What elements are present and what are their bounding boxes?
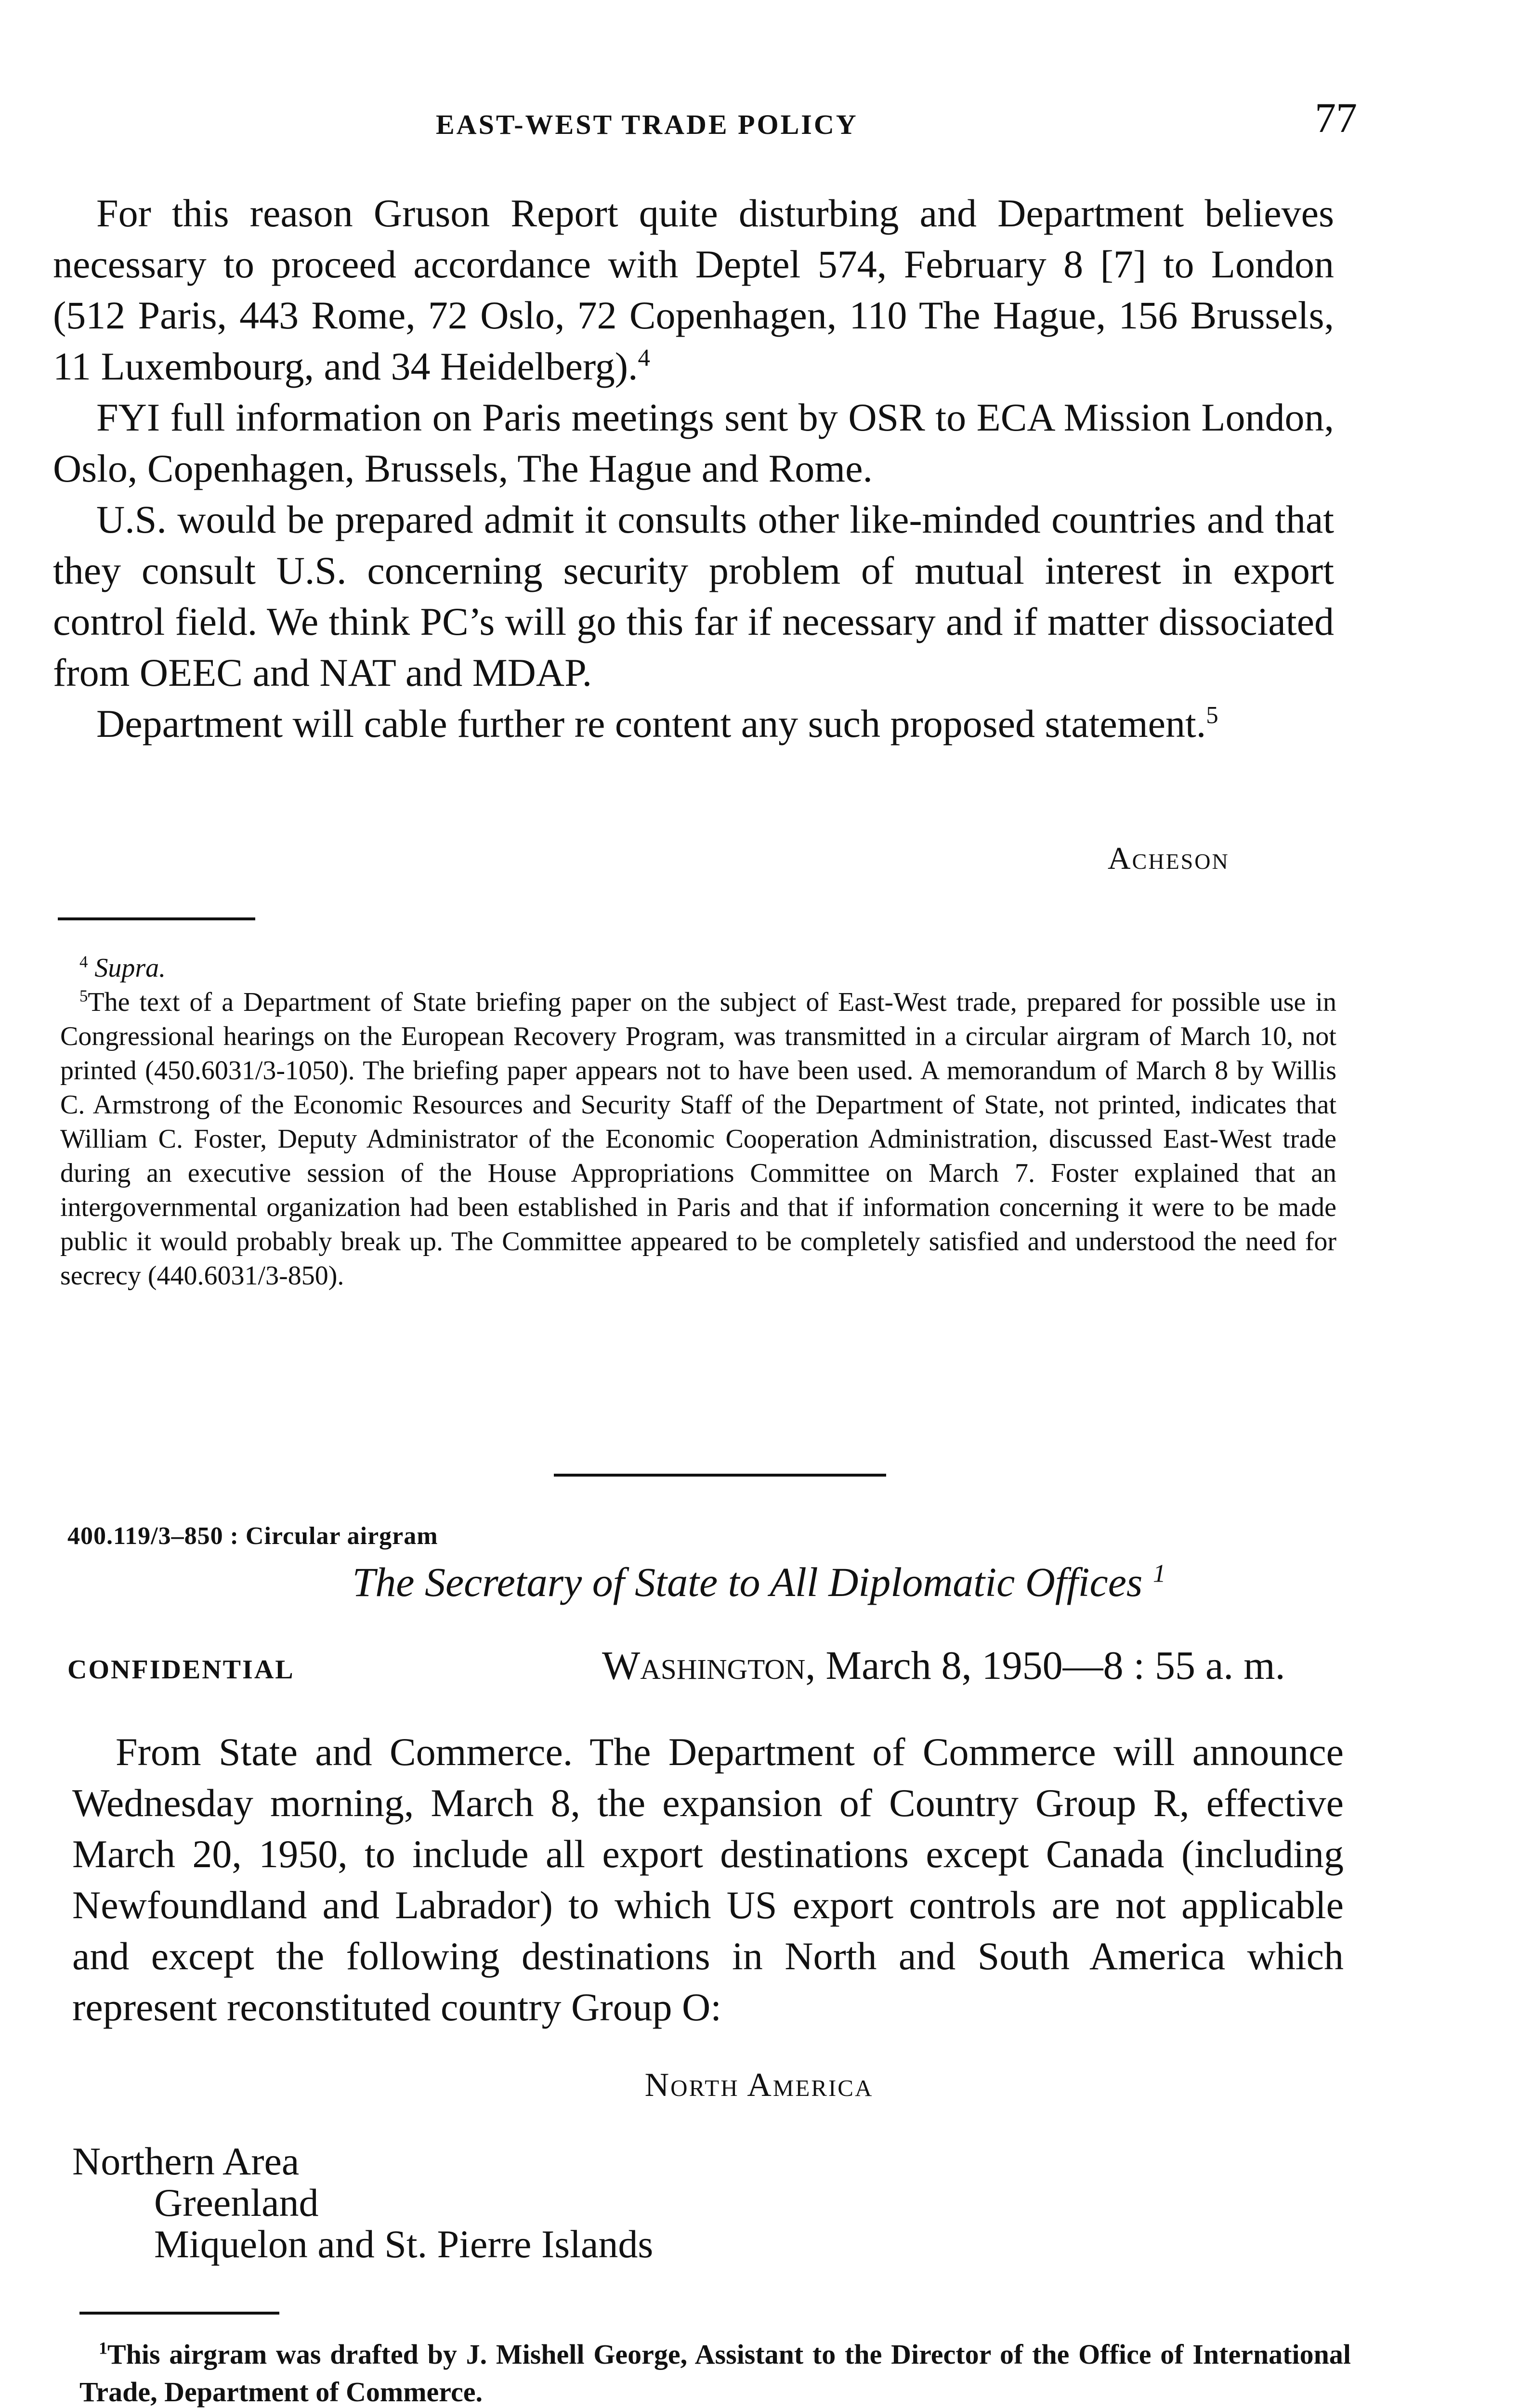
footnote-mark: 1 [99, 2338, 107, 2358]
list-item: Miquelon and St. Pierre Islands [154, 2222, 654, 2266]
footnote-ref-1[interactable]: 1 [1152, 1558, 1166, 1588]
list-item: Greenland [154, 2181, 319, 2225]
footnote-text: Supra. [94, 953, 166, 983]
classification: CONFIDENTIAL [67, 1655, 295, 1685]
document-title-text: The Secretary of State to All Diplomatic Offices [352, 1559, 1143, 1605]
footnote-mark: 4 [79, 952, 88, 971]
paragraph-gruson-report [53, 188, 1334, 392]
body-text-top [53, 188, 1334, 749]
footnote-ref-5[interactable]: 5 [1206, 701, 1218, 729]
paragraph-text: Department will cable further re content any such proposed statement. [96, 702, 1206, 746]
paragraph-fyi: FYI full information on Paris meetings sent by OSR to ECA Mission London, Oslo, Copenhagen, Brussels, The Hague and Rome. [53, 395, 1334, 490]
file-reference: 400.119/3–850 : Circular airgram [67, 1522, 438, 1550]
footnote-text: The text of a Department of State briefing paper on the subject of East-West trade, prepared for possible use in Congressional hearings on the European Recovery Program, was transmitted in a circular airgram of March 10, not printed (450.6031/3-1050). The briefing paper appears not to have been used. A memorandum of March 8 by Willis C. Armstrong of the Economic Resources and Security Staff of the Department of State, not printed, indicates that William C. Foster, Deputy Administrator of the Economic Cooperation Administration, discussed East-West trade during an executive session of the House Appropriations Committee on March 7. Foster explained that an intergovernmental organization had been established in Paris and that if information concerning it were to be made public it would probably break up. The Committee appeared to be completely satisfied and understood the need for secrecy (440.6031/3-850). [60, 987, 1336, 1291]
paragraph-text: For this reason Gruson Report quite disturbing and Department believes necessary to proceed accordance with Deptel 574, February 8 [7] to London (512 Paris, 443 Rome, 72 Oslo, 72 Copenhagen, 110 The Hague, 156 Brussels, 11 Luxembourg, and 34 Heidelberg). [53, 191, 1334, 388]
signature: Acheson [1108, 841, 1230, 876]
destination-list [72, 2141, 653, 2265]
footnote-mark: 5 [79, 986, 88, 1006]
section-heading: North America [644, 2067, 874, 2104]
footnote-divider [58, 917, 255, 920]
dateline [602, 1642, 1285, 1689]
footnote-1 [79, 2336, 1351, 2408]
document-title [0, 1558, 1518, 1606]
paragraph-us-prepared: U.S. would be prepared admit it consults other like-minded countries and that they consult U.S. concerning security problem of mutual interest in export control field. We think PC’s will go this far if necessary and if matter dissociated from OEEC and NAT and MDAP. [53, 497, 1334, 694]
dateline-place: Washington, [602, 1643, 816, 1688]
page-number: 77 [1315, 95, 1357, 142]
dateline-time: March 8, 1950—8 : 55 a. m. [825, 1643, 1285, 1688]
footnotes-bottom [79, 2336, 1351, 2408]
footnote-divider [79, 2312, 279, 2315]
footnote-4 [60, 951, 1336, 985]
paragraph-department-cable [53, 698, 1334, 749]
footnotes-top [60, 951, 1336, 1293]
area-heading: Northern Area [72, 2139, 300, 2183]
paragraph-state-commerce: From State and Commerce. The Department of Commerce will announce Wednesday morning, March 8, the expansion of Country Group R, effective March 20, 1950, to include all export destinations except Canada (including Newfoundland and Labrador) to which US export controls are not applicable and except the following destinations in North and South America which represent reconstituted country Group O: [72, 1730, 1344, 2029]
footnote-5 [60, 985, 1336, 1293]
body-text-airgram [72, 1727, 1344, 2033]
section-divider [554, 1474, 886, 1477]
footnote-text: This airgram was drafted by J. Mishell George, Assistant to the Director of the Office of International Trade, Department of Commerce. [79, 2339, 1351, 2408]
running-head: EAST-WEST TRADE POLICY [436, 109, 858, 140]
footnote-ref-4[interactable]: 4 [638, 344, 650, 371]
